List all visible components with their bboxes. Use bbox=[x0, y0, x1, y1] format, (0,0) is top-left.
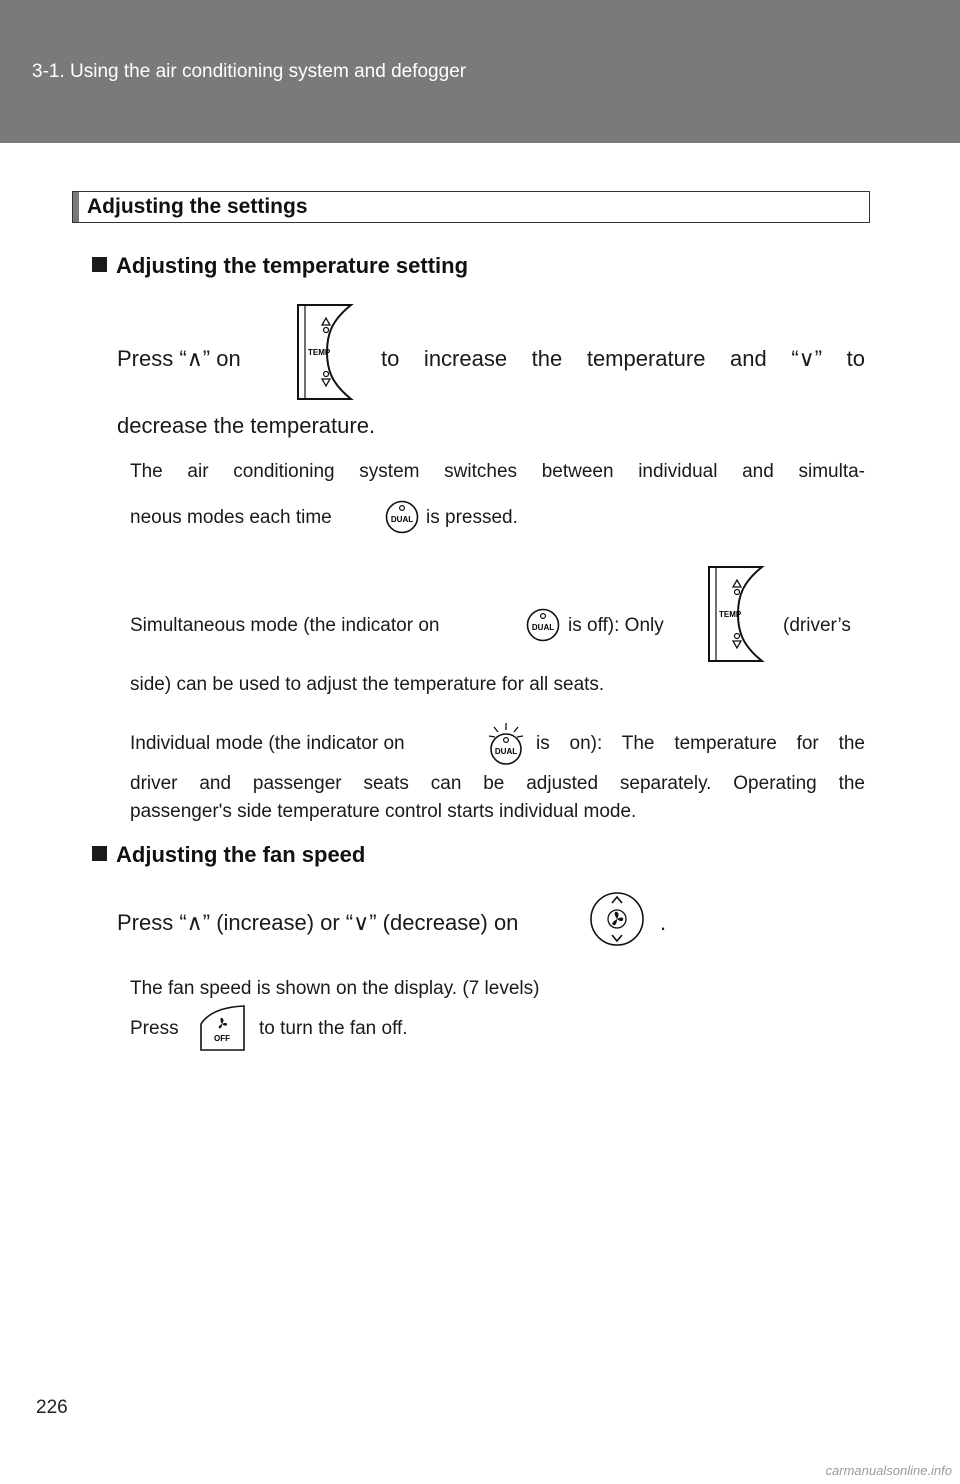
bullet-square-icon bbox=[92, 257, 107, 272]
individual-note-b: is on): The temperature for the bbox=[536, 733, 865, 754]
fan-instruction: Press “∧” (increase) or “∨” (decrease) on bbox=[117, 910, 519, 935]
fan-instruction-period: . bbox=[660, 910, 667, 935]
svg-text:TEMP: TEMP bbox=[308, 348, 331, 357]
temperature-heading: Adjusting the temperature setting bbox=[92, 253, 468, 279]
section-title-box bbox=[72, 191, 870, 223]
fan-heading: Adjusting the fan speed bbox=[92, 842, 365, 868]
temp-instruction-line2: decrease the temperature. bbox=[117, 413, 376, 438]
page-number: 226 bbox=[36, 1397, 68, 1418]
page-header bbox=[0, 0, 960, 143]
bullet-square-icon bbox=[92, 846, 107, 861]
individual-note-a: Individual mode (the indicator on bbox=[130, 733, 405, 754]
fan-speed-note: The fan speed is shown on the display. (7 levels) bbox=[130, 978, 540, 999]
simultaneous-note-c: (driver’s bbox=[783, 615, 851, 636]
temp-instruction-start: Press “∧” on bbox=[117, 346, 241, 371]
temp-dial-icon bbox=[704, 565, 766, 663]
dual-button-icon bbox=[526, 608, 560, 642]
individual-note-line2: driver and passenger seats can be adjusted separately. Operating the bbox=[130, 773, 865, 794]
dual-button-icon bbox=[385, 500, 419, 534]
svg-text:DUAL: DUAL bbox=[494, 747, 518, 756]
svg-text:DUAL: DUAL bbox=[390, 515, 414, 524]
simultaneous-note-a: Simultaneous mode (the indicator on bbox=[130, 615, 440, 636]
svg-text:OFF: OFF bbox=[214, 1034, 230, 1043]
temp-instruction-tail: to increase the temperature and “∨” to bbox=[381, 346, 865, 371]
dual-note-line2b: is pressed. bbox=[426, 507, 518, 528]
simultaneous-note-b: is off): Only bbox=[568, 615, 664, 636]
chapter-breadcrumb: 3-1. Using the air conditioning system and defogger bbox=[32, 61, 467, 82]
fan-speed-dial-icon bbox=[589, 891, 645, 947]
watermark: carmanualsonline.info bbox=[825, 1463, 952, 1478]
fan-off-note-a: Press bbox=[130, 1018, 179, 1039]
section-title-bar bbox=[73, 192, 79, 222]
dual-button-on-icon bbox=[486, 722, 526, 766]
fan-off-button-icon bbox=[198, 1004, 248, 1052]
fan-off-note-b: to turn the fan off. bbox=[259, 1018, 408, 1039]
dual-note-line1: The air conditioning system switches between individual and simulta- bbox=[130, 461, 865, 482]
section-title: Adjusting the settings bbox=[87, 195, 308, 218]
individual-note-line3: passenger's side temperature control starts individual mode. bbox=[130, 801, 637, 822]
temp-dial-icon bbox=[293, 303, 355, 401]
dual-note-line2a: neous modes each time bbox=[130, 507, 332, 528]
svg-text:TEMP: TEMP bbox=[719, 610, 742, 619]
svg-text:DUAL: DUAL bbox=[531, 623, 555, 632]
simultaneous-note-line2: side) can be used to adjust the temperature for all seats. bbox=[130, 674, 605, 695]
